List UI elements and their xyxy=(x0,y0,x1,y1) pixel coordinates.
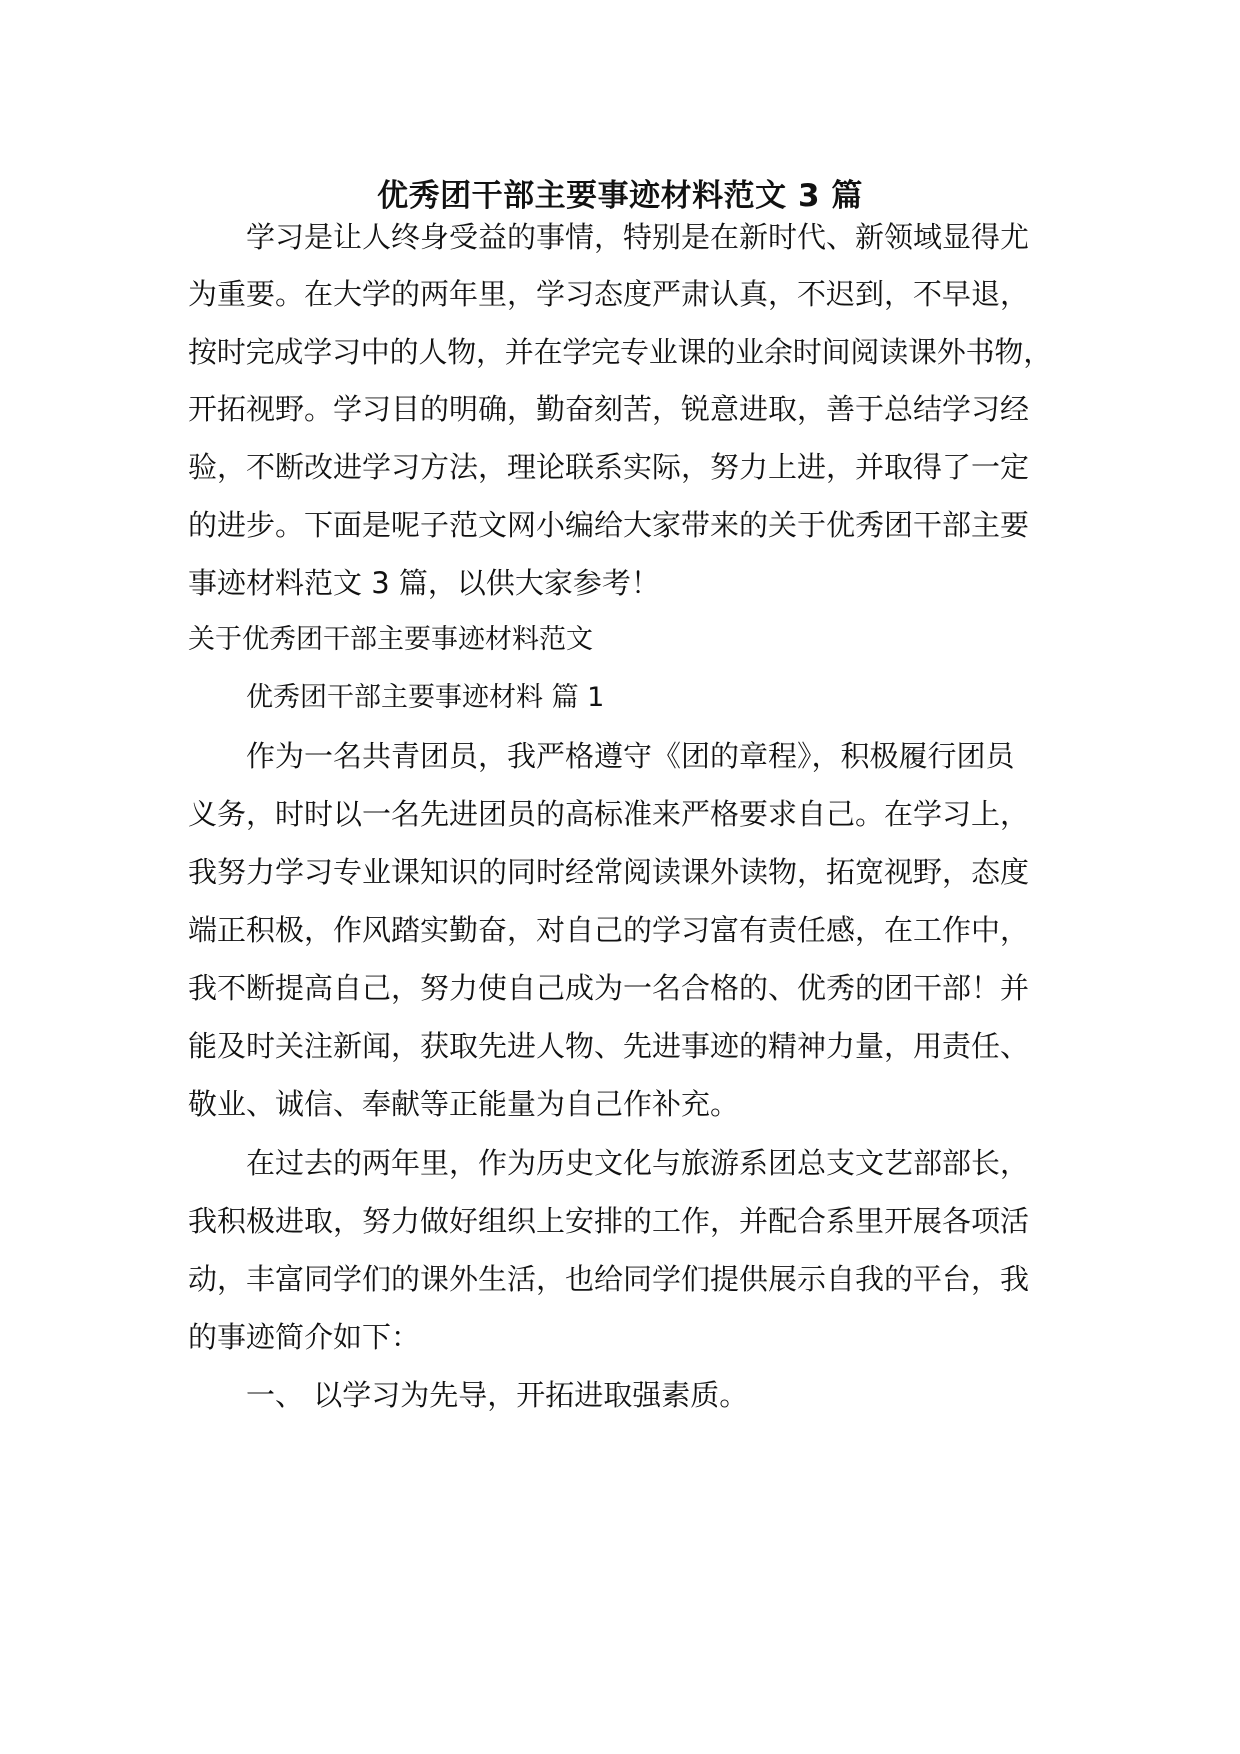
paragraph-line: 动，丰富同学们的课外生活，也给同学们提供展示自我的平台，我 xyxy=(188,1262,1030,1296)
document-title: 优秀团干部主要事迹材料范文 3 篇 xyxy=(377,178,863,214)
paragraph-line: 端正积极，作风踏实勤奋，对自己的学习富有责任感，在工作中， xyxy=(188,913,1030,947)
list-item: 一、 以学习为先导，开拓进取强素质。 xyxy=(246,1378,749,1412)
intro-line: 为重要。在大学的两年里，学习态度严肃认真，不迟到，不早退， xyxy=(188,277,1030,311)
paragraph-line: 敬业、诚信、奉献等正能量为自己作补充。 xyxy=(188,1087,740,1121)
paragraph-line: 在过去的两年里，作为历史文化与旅游系团总支文艺部部长， xyxy=(246,1146,1030,1180)
paragraph-line: 我积极进取，努力做好组织上安排的工作，并配合系里开展各项活 xyxy=(188,1204,1030,1238)
intro-line: 的进步。下面是呢子范文网小编给大家带来的关于优秀团干部主要 xyxy=(188,508,1030,542)
intro-line: 验，不断改进学习方法，理论联系实际，努力上进，并取得了一定 xyxy=(188,450,1030,484)
paragraph-line: 我努力学习专业课知识的同时经常阅读课外读物，拓宽视野，态度 xyxy=(188,855,1030,889)
paragraph-line: 我不断提高自己，努力使自己成为一名合格的、优秀的团干部！并 xyxy=(188,971,1030,1005)
intro-line: 开拓视野。学习目的明确，勤奋刻苦，锐意进取，善于总结学习经 xyxy=(188,392,1030,426)
intro-line: 事迹材料范文 3 篇，以供大家参考！ xyxy=(188,566,660,600)
paragraph-line: 能及时关注新闻，获取先进人物、先进事迹的精神力量，用责任、 xyxy=(188,1029,1030,1063)
paragraph-line: 义务，时时以一名先进团员的高标准来严格要求自己。在学习上， xyxy=(188,797,1030,831)
paragraph-line: 作为一名共青团员，我严格遵守《团的章程》，积极履行团员 xyxy=(246,739,1015,773)
intro-line: 学习是让人终身受益的事情，特别是在新时代、新领域显得尤 xyxy=(246,220,1030,254)
paragraph-line: 的事迹简介如下： xyxy=(188,1320,421,1354)
subsection-heading: 优秀团干部主要事迹材料 篇 1 xyxy=(246,682,605,713)
intro-line: 按时完成学习中的人物，并在学完专业课的业余时间阅读课外书物， xyxy=(188,335,1053,369)
section-heading: 关于优秀团干部主要事迹材料范文 xyxy=(188,624,593,655)
